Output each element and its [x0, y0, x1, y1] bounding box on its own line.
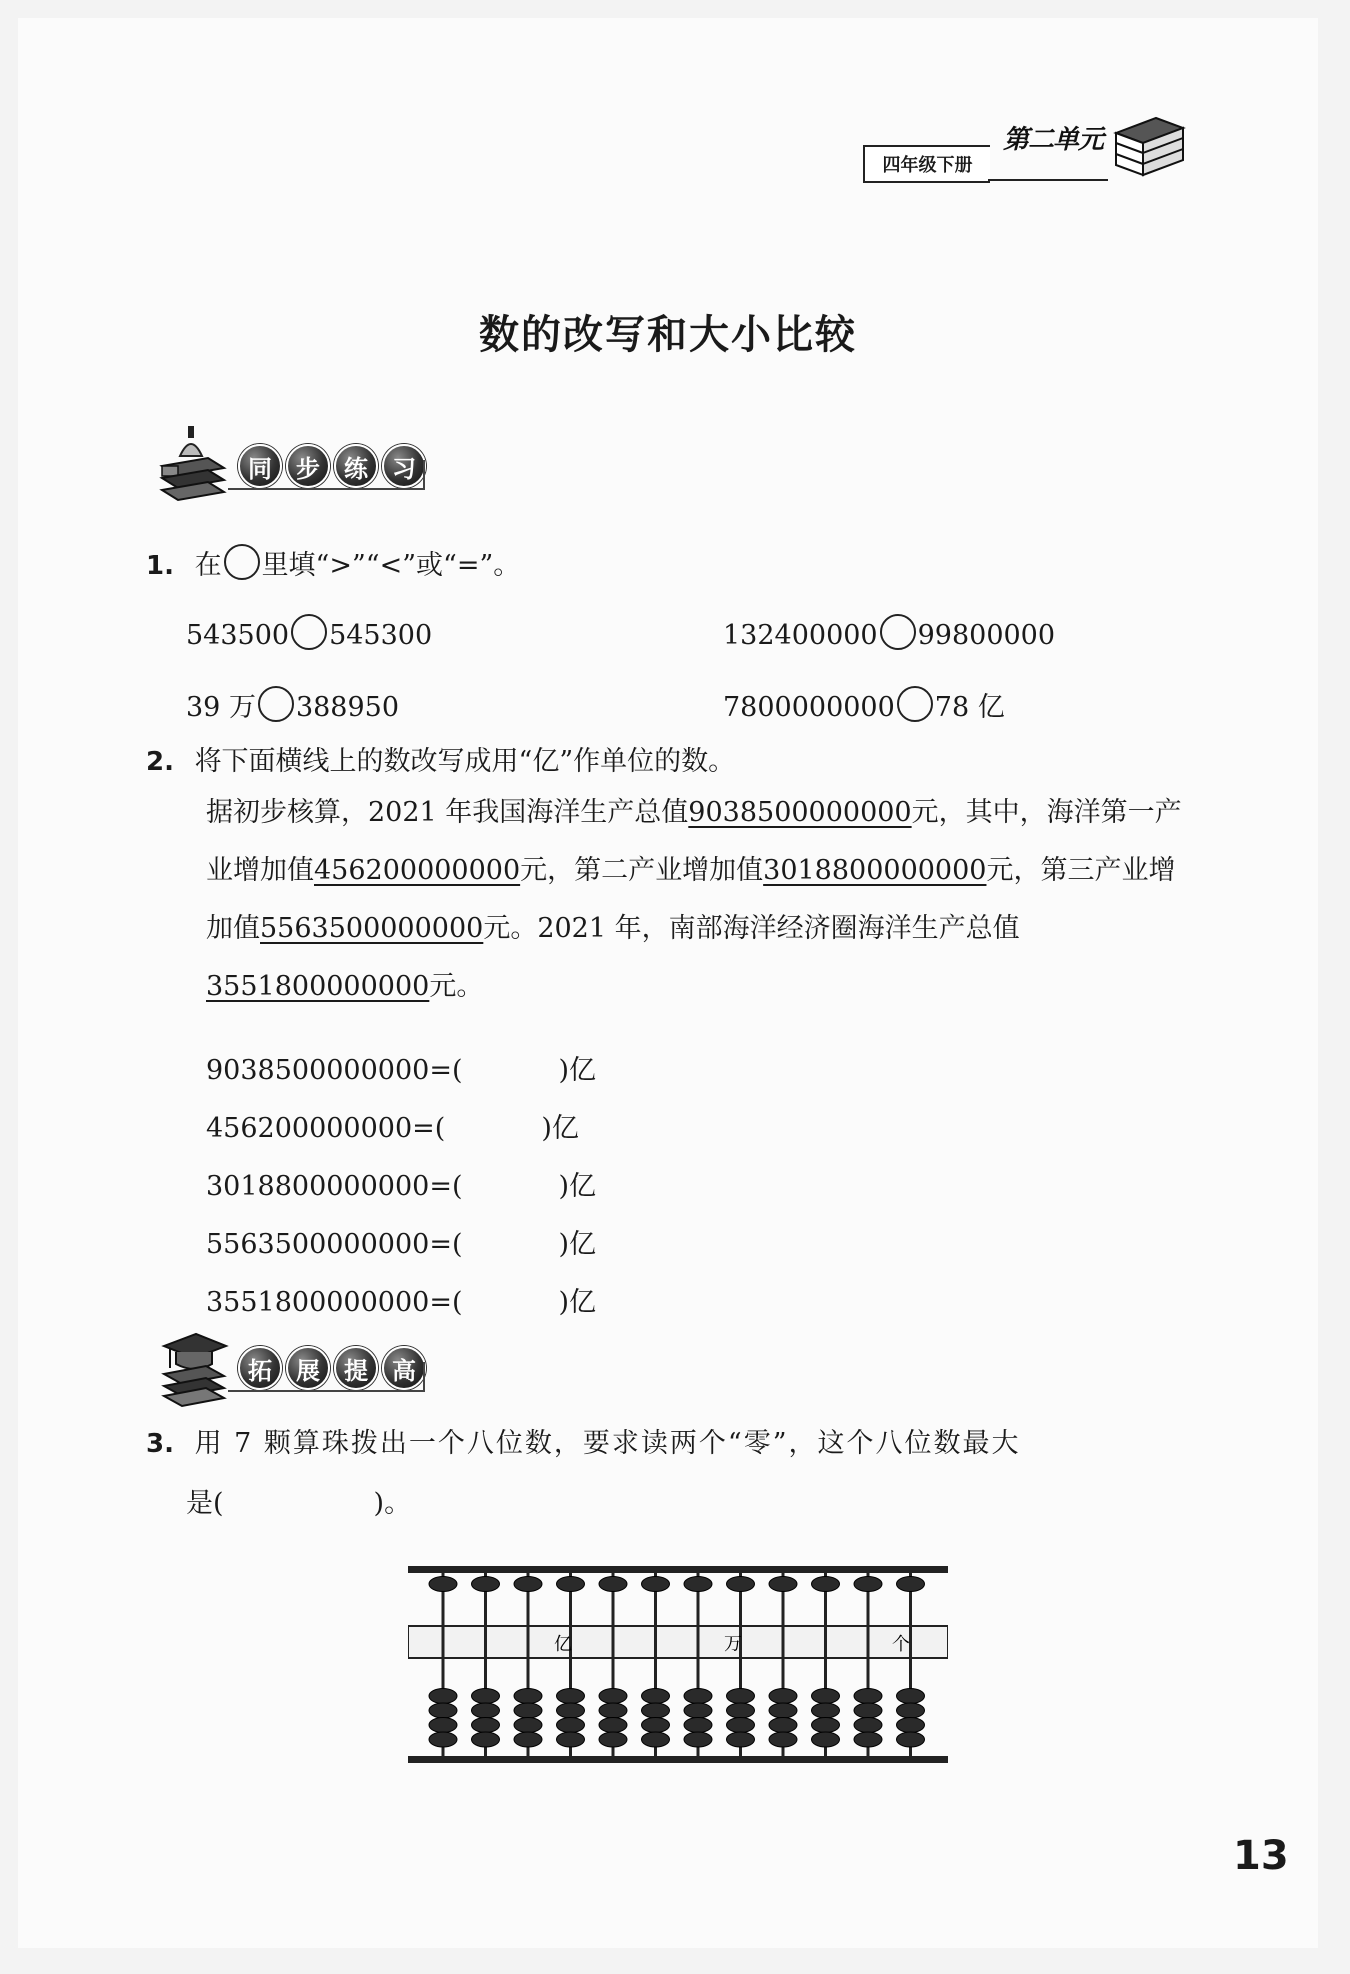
- section-char: 展: [286, 1346, 330, 1390]
- header-rule: [988, 179, 1108, 181]
- conversion-prefix: =(: [429, 1055, 463, 1086]
- abacus-lower-bead[interactable]: [854, 1718, 882, 1733]
- abacus-bottom-bar: [408, 1756, 948, 1763]
- abacus-lower-bead[interactable]: [557, 1718, 585, 1733]
- prompt-text: 将下面横线上的数改写成用“亿”作单位的数。: [194, 746, 736, 777]
- abacus-label-yi: 亿: [554, 1634, 572, 1655]
- underlined-number: 456200000000: [314, 855, 521, 886]
- abacus-lower-bead[interactable]: [897, 1689, 925, 1704]
- compare-item: [723, 686, 1005, 722]
- abacus-lower-bead[interactable]: [429, 1689, 457, 1704]
- conversion-number: 9038500000000: [206, 1055, 430, 1086]
- conversion-prefix: =(: [412, 1113, 446, 1144]
- underlined-number: 9038500000000: [688, 797, 912, 828]
- abacus-lower-bead[interactable]: [514, 1689, 542, 1704]
- answer-circle[interactable]: [880, 614, 916, 650]
- conversion-row: [206, 1280, 596, 1319]
- conversion-number: 456200000000: [206, 1113, 413, 1144]
- para-text: 据初步核算，2021 年我国海洋生产总值: [206, 797, 689, 828]
- conversion-suffix: )亿: [558, 1229, 597, 1260]
- section-char: 步: [286, 444, 330, 488]
- abacus-lower-bead[interactable]: [557, 1689, 585, 1704]
- blank-circle: [224, 544, 260, 580]
- page-header: [863, 113, 1193, 193]
- prompt-text: 用 7 颗算珠拨出一个八位数，要求读两个“零”，这个八位数最大: [194, 1428, 1021, 1459]
- section-banner-sync: [158, 426, 438, 506]
- abacus-lower-bead[interactable]: [429, 1732, 457, 1747]
- abacus-lower-bead[interactable]: [897, 1732, 925, 1747]
- question-3-line1: [146, 1430, 1021, 1457]
- abacus-lower-bead[interactable]: [684, 1703, 712, 1718]
- abacus-lower-bead[interactable]: [897, 1703, 925, 1718]
- abacus-lower-bead[interactable]: [684, 1718, 712, 1733]
- abacus-lower-bead[interactable]: [514, 1732, 542, 1747]
- conversion-prefix: =(: [429, 1171, 463, 1202]
- compare-item: [186, 686, 399, 722]
- abacus-lower-bead[interactable]: [472, 1718, 500, 1733]
- abacus-lower-bead[interactable]: [642, 1703, 670, 1718]
- compare-left: 543500: [186, 620, 290, 651]
- section-char: 同: [238, 444, 282, 488]
- abacus-lower-bead[interactable]: [514, 1703, 542, 1718]
- abacus-lower-bead[interactable]: [812, 1718, 840, 1733]
- abacus-lower-bead[interactable]: [642, 1718, 670, 1733]
- underlined-number: 3018800000000: [763, 855, 987, 886]
- underlined-number: 3551800000000: [206, 971, 430, 1002]
- conversion-row: [206, 1164, 596, 1203]
- question-2-prompt: [146, 748, 735, 775]
- prompt-text: 是(: [186, 1488, 224, 1519]
- section-char: 拓: [238, 1346, 282, 1390]
- abacus-upper-bead[interactable]: [854, 1577, 882, 1592]
- section-char: 习: [382, 444, 426, 488]
- banner-underline: [228, 488, 423, 490]
- compare-item: [723, 614, 1055, 650]
- para-text: 元。2021 年，南部海洋经济圈海洋生产总值: [483, 913, 1020, 944]
- question-number: 3.: [146, 1429, 174, 1459]
- abacus-upper-bead[interactable]: [812, 1577, 840, 1592]
- abacus-upper-bead[interactable]: [642, 1577, 670, 1592]
- prompt-text: )。: [373, 1488, 412, 1519]
- section-banner-extend: [158, 1328, 438, 1408]
- abacus-lower-bead[interactable]: [642, 1732, 670, 1747]
- compare-right: 388950: [295, 692, 400, 723]
- question-1-prompt: [146, 544, 520, 580]
- abacus-lower-bead[interactable]: [769, 1689, 797, 1704]
- section-char: 高: [382, 1346, 426, 1390]
- abacus-label-wan: 万: [724, 1634, 742, 1655]
- abacus-lower-bead[interactable]: [599, 1689, 627, 1704]
- abacus-upper-bead[interactable]: [429, 1577, 457, 1592]
- page: [18, 18, 1318, 1948]
- abacus-lower-bead[interactable]: [514, 1718, 542, 1733]
- abacus-lower-bead[interactable]: [727, 1732, 755, 1747]
- compare-right: 99800000: [917, 620, 1056, 651]
- abacus-upper-bead[interactable]: [599, 1577, 627, 1592]
- conversion-number: 3551800000000: [206, 1287, 430, 1318]
- abacus-upper-bead[interactable]: [897, 1577, 925, 1592]
- page-number: 13: [1233, 1833, 1289, 1879]
- abacus-lower-bead[interactable]: [472, 1732, 500, 1747]
- grade-label: 四年级下册: [863, 145, 990, 183]
- abacus-lower-bead[interactable]: [854, 1689, 882, 1704]
- abacus-lower-bead[interactable]: [684, 1689, 712, 1704]
- abacus-lower-bead[interactable]: [599, 1732, 627, 1747]
- abacus-lower-bead[interactable]: [429, 1703, 457, 1718]
- conversion-number: 3018800000000: [206, 1171, 430, 1202]
- abacus-lower-bead[interactable]: [897, 1718, 925, 1733]
- abacus-label-ge: 个: [892, 1634, 910, 1655]
- abacus-lower-bead[interactable]: [599, 1703, 627, 1718]
- prompt-text: 里填“>”“<”或“=”。: [261, 550, 521, 581]
- underlined-number: 5563500000000: [260, 913, 484, 944]
- graduation-cap-books-icon: [158, 1328, 230, 1408]
- compare-right: 78 亿: [934, 692, 1005, 723]
- page-title: 数的改写和大小比较: [479, 311, 857, 358]
- section-char: 练: [334, 444, 378, 488]
- abacus-lower-bead[interactable]: [727, 1689, 755, 1704]
- conversion-suffix: )亿: [541, 1113, 579, 1144]
- prompt-text: 在: [194, 550, 222, 581]
- books-stack-icon: [1111, 113, 1186, 183]
- conversion-row: [206, 1106, 579, 1145]
- answer-circle[interactable]: [897, 686, 933, 722]
- conversion-suffix: )亿: [558, 1055, 597, 1086]
- conversion-row: [206, 1222, 596, 1261]
- abacus-top-bar: [408, 1566, 948, 1573]
- para-text: 元，第三产业增加值: [206, 855, 1176, 944]
- conversion-suffix: )亿: [558, 1287, 597, 1318]
- answer-circle[interactable]: [291, 614, 327, 650]
- abacus-diagram: [408, 1566, 948, 1766]
- abacus-lower-bead[interactable]: [812, 1689, 840, 1704]
- question-2-paragraph: [206, 784, 1196, 1016]
- abacus-lower-bead[interactable]: [854, 1732, 882, 1747]
- abacus-lower-bead[interactable]: [727, 1703, 755, 1718]
- abacus-lower-bead[interactable]: [557, 1732, 585, 1747]
- abacus-lower-bead[interactable]: [769, 1703, 797, 1718]
- abacus-lower-bead[interactable]: [854, 1703, 882, 1718]
- conversion-suffix: )亿: [558, 1171, 597, 1202]
- para-text: 元，其中，海洋第一产业增加值: [206, 797, 1182, 886]
- books-lamp-icon: [158, 426, 228, 504]
- abacus-upper-bead[interactable]: [514, 1577, 542, 1592]
- abacus-lower-bead[interactable]: [812, 1732, 840, 1747]
- compare-item: [186, 614, 432, 650]
- abacus-lower-bead[interactable]: [769, 1718, 797, 1733]
- section-char: 提: [334, 1346, 378, 1390]
- compare-left: 39 万: [186, 692, 256, 723]
- abacus-upper-bead[interactable]: [557, 1577, 585, 1592]
- abacus-lower-bead[interactable]: [684, 1732, 712, 1747]
- conversion-number: 5563500000000: [206, 1229, 430, 1260]
- para-text: 元。: [429, 971, 484, 1002]
- question-3-line2: [186, 1490, 411, 1517]
- compare-left: 7800000000: [723, 692, 895, 723]
- abacus-lower-bead[interactable]: [812, 1703, 840, 1718]
- abacus-lower-bead[interactable]: [472, 1689, 500, 1704]
- question-number: 2.: [146, 747, 174, 777]
- abacus-lower-bead[interactable]: [642, 1689, 670, 1704]
- compare-left: 132400000: [723, 620, 878, 651]
- unit-label: 第二单元: [1003, 125, 1104, 155]
- conversion-row: [206, 1048, 596, 1087]
- banner-underline: [228, 1390, 423, 1392]
- abacus-lower-bead[interactable]: [727, 1718, 755, 1733]
- compare-right: 545300: [329, 620, 433, 651]
- abacus-lower-bead[interactable]: [557, 1703, 585, 1718]
- para-text: 元，第二产业增加值: [520, 855, 764, 886]
- conversion-prefix: =(: [429, 1287, 463, 1318]
- conversion-prefix: =(: [429, 1229, 463, 1260]
- abacus-lower-bead[interactable]: [429, 1718, 457, 1733]
- abacus-upper-bead[interactable]: [472, 1577, 500, 1592]
- question-number: 1.: [146, 551, 174, 581]
- abacus-upper-bead[interactable]: [769, 1577, 797, 1592]
- abacus-upper-bead[interactable]: [727, 1577, 755, 1592]
- abacus-upper-bead[interactable]: [684, 1577, 712, 1592]
- abacus-lower-bead[interactable]: [769, 1732, 797, 1747]
- answer-circle[interactable]: [258, 686, 294, 722]
- abacus-lower-bead[interactable]: [472, 1703, 500, 1718]
- abacus-lower-bead[interactable]: [599, 1718, 627, 1733]
